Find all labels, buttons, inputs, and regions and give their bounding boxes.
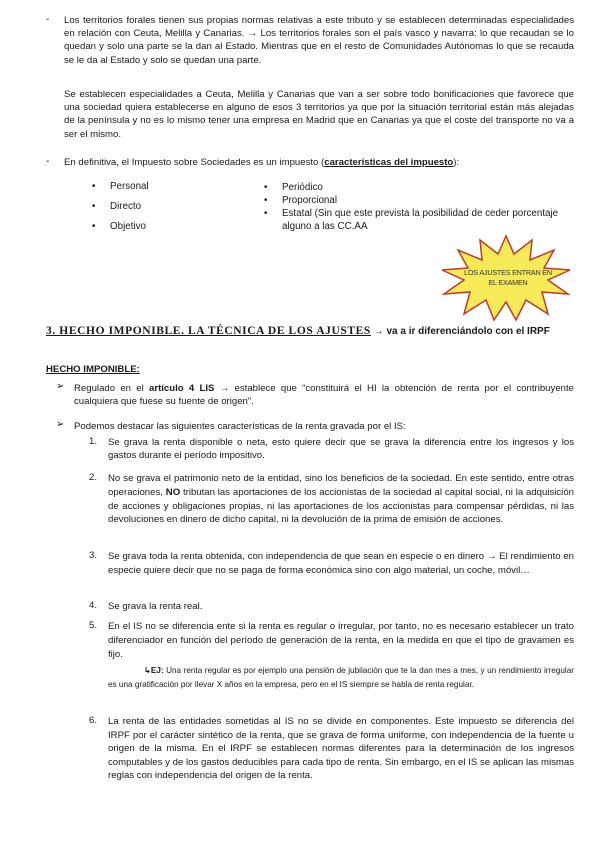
text-segment: → establece que “constituirá el HI la obtención de renta por el contribuyente cualquiera que fuese su fuente de origen”. — [74, 383, 574, 408]
arrow-bullet: ➢ — [56, 381, 65, 392]
list-number: 2. — [89, 472, 98, 483]
bullet-glyph: • — [264, 182, 268, 193]
example-text: Una renta regular es por ejemplo una pensión de jubilación que te la dan mes a mes, y un rendimiento irregular es una gratificación por llevar X años en la empresa, pero en el IS siempre se habla de renta regular. — [108, 666, 574, 689]
text-segment: No se grava el patrimonio neto de la entidad, sino los beneficios de la sociedad. En este sentido, entre otras operaciones, — [108, 473, 574, 498]
characteristic-label: Estatal (Sin que este prevista la posibilidad de ceder porcentaje alguno a las CC.AA — [282, 208, 559, 232]
characteristic-label: Directo — [110, 201, 142, 212]
section-title-note: → va a ir diferenciándolo con el IRPF — [370, 326, 550, 337]
text-segment: En definitiva, el Impuesto sobre Sociedades es un impuesto ( — [64, 157, 325, 168]
bold-no: NO — [165, 486, 181, 498]
characteristic-item — [264, 182, 323, 195]
bullet-glyph: • — [92, 181, 96, 192]
section-heading — [46, 324, 574, 339]
text-segment: tributan las aportaciones de los accionistas de la sociedad al capital social, ni la adquisición de acciones y obligaciones propias, ni las aportaciones de los accionistas para compensar pérdidas, ni las devoluciones en dinero de dicho capital, ni la devolución de la prima de emisión de acciones. — [108, 486, 574, 526]
arrow-bullet: ➢ — [56, 419, 65, 430]
list-item-1: Se grava la renta disponible o neta, esto quiere decir que se grava la diferencia entre los ingresos y los gastos durante el período impositivo. — [108, 437, 574, 462]
paragraph-territorios-forales: Los territorios forales tienen sus propias normas relativas a este tributo y se establecen determinadas especialidades en relación con Ceuta, Melilla y Canarias. → Los territorios forales son el país vasco y navarra: lo que recaudan se lo quedan y solo una parte se la dan al Estado. Mientras que en el resto de Comunidades Autónomas lo que se recauda se le da al Estado y solo se quedan una parte. — [64, 15, 574, 66]
bullet-glyph: • — [264, 208, 268, 219]
list-item-2 — [108, 472, 574, 527]
dash-bullet: - — [46, 156, 50, 167]
underlined-characteristics: características del impuesto — [324, 157, 454, 168]
bullet-glyph: • — [264, 195, 268, 206]
characteristic-item — [92, 221, 146, 234]
list-number: 6. — [89, 715, 98, 726]
list-item-4: Se grava la renta real. — [108, 601, 203, 612]
characteristic-item — [264, 195, 337, 208]
list-number: 3. — [89, 550, 98, 561]
bullet-glyph: • — [92, 201, 96, 212]
list-item-6: La renta de las entidades sometidas al IS no se divide en componentes. Este impuesto se diferencia del IRPF por el carácter sintético de la renta, que se grava de forma uniforme, con independencia de la fuente u origen de la misma. En el IRPF se establecen normas diferentes para la determinación de los ingresos computables y de los gastos deducibles para cada tipo de renta. Sin embargo, en el IS se aplican las mismas reglas con independencia del origen de la renta. — [108, 716, 574, 782]
dash-bullet: - — [46, 14, 50, 25]
paragraph-caracteristicas: Podemos destacar las siguientes características de la renta gravada por el IS: — [74, 421, 406, 432]
characteristic-label: Proporcional — [282, 195, 338, 206]
bullet-glyph: • — [92, 221, 96, 232]
paragraph-definitiva — [64, 156, 574, 169]
characteristic-item — [92, 181, 149, 194]
section-title: 3. HECHO IMPONIBLE. LA TÉCNICA DE LOS AJUSTES — [46, 325, 371, 337]
example-prefix: ↳EJ: — [144, 666, 164, 675]
paragraph-articulo-4 — [74, 382, 574, 408]
list-item-5: En el IS no se diferencia ente si la renta es regular o irregular, por tanto, no es necesario establecer un trato diferenciador en función del período de generación de la renta, en la medida en que el tipo de gravamen es fijo. — [108, 621, 574, 660]
characteristic-item — [92, 201, 141, 214]
list-item-3: Se grava toda la renta obtenida, con independencia de que sean en especie o en dinero → El rendimiento en especie quiere decir que no se paga de forma económica sino con algo material, un coche, móvil… — [108, 551, 574, 576]
text-segment: ): — [453, 157, 460, 168]
paragraph-ceuta-melilla-canarias: Se establecen especialidades a Ceuta, Melilla y Canarias que van a ser sobre todo bonificaciones que favorece que una sociedad quiera establecerse en alguno de esos 3 territorios ya que por la situación territorial están más alejadas de la península y no es lo mismo tener una empresa en Madrid que en Canarias ya que el coste del transporte no va a ser el mismo. — [64, 89, 574, 140]
characteristic-label: Personal — [110, 181, 149, 192]
list-number: 5. — [89, 620, 98, 631]
characteristic-item — [264, 208, 574, 233]
characteristic-label: Objetivo — [110, 221, 146, 232]
subheading-hecho-imponible: HECHO IMPONIBLE: — [46, 364, 140, 375]
bold-article: artículo 4 LIS — [149, 383, 215, 394]
stamp-text: LOS AJUSTES ENTRAN EN EL EXAMEN — [464, 268, 552, 287]
characteristic-label: Periódico — [282, 182, 323, 193]
list-number: 1. — [89, 436, 98, 447]
text-segment: Regulado en el — [74, 383, 149, 394]
example-note — [108, 664, 574, 691]
list-number: 4. — [89, 600, 98, 611]
